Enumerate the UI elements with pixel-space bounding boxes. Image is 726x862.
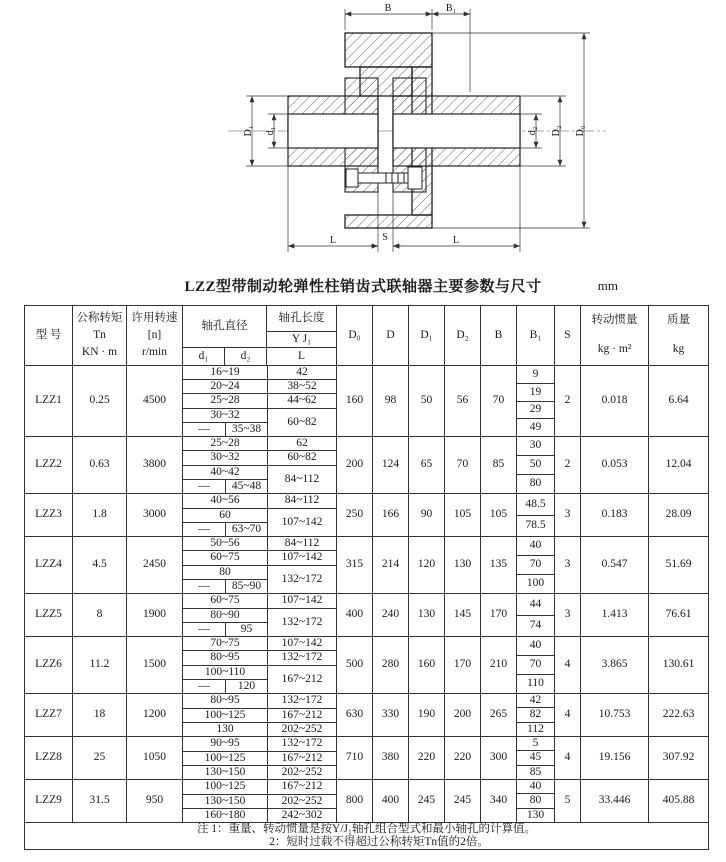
bore-grid — [183, 780, 336, 822]
header-inertia — [581, 306, 649, 366]
inertia-cell: 0.053 — [581, 437, 649, 494]
bore-d-cell: 80~95 — [210, 694, 240, 707]
bore-grid — [183, 494, 336, 536]
b1-cell — [517, 437, 555, 494]
model-cell: LZZ7 — [25, 694, 73, 737]
b1-cell — [517, 537, 555, 594]
bore-d2-cell: 85~90 — [225, 579, 267, 593]
mass-cell: 222.63 — [649, 694, 709, 737]
torque-cell: 31.5 — [73, 780, 127, 823]
b1-value: 112 — [517, 722, 554, 736]
bore-d-cell: 20~24 — [183, 379, 267, 393]
model-cell: LZZ1 — [25, 366, 73, 437]
table-body — [25, 366, 709, 823]
bore-d1-cell: — — [183, 679, 225, 693]
table-row — [25, 537, 709, 594]
bore-l-cell: 107~142 — [267, 637, 336, 650]
bore-d-cell: 16~19 — [210, 366, 240, 378]
d1-cap-cell: 130 — [409, 594, 445, 637]
b1-stack — [517, 494, 554, 536]
bore-d-cell: 90~95 — [210, 737, 240, 750]
hub-sleeves — [288, 96, 520, 166]
header-B1: B₁ — [517, 306, 555, 366]
bore-group-cell — [183, 594, 337, 637]
b1-value: 70 — [517, 555, 554, 574]
b-cell: 170 — [481, 594, 517, 637]
header-S: S — [555, 306, 581, 366]
dim-label-L-left: L — [329, 235, 337, 246]
torque-cell: 0.25 — [73, 366, 127, 437]
bore-d-cell: 100~125 — [183, 708, 267, 722]
table-row — [25, 494, 709, 537]
table-footer — [25, 823, 709, 850]
d0-cell: 800 — [337, 780, 373, 823]
header-D0: D₀ — [337, 306, 373, 366]
bore-l-cell: 107~142 — [267, 550, 336, 564]
inertia-cell: 33.446 — [581, 780, 649, 823]
bore-d1-cell: — — [183, 422, 225, 436]
bore-l-cell: 132~172 — [267, 608, 336, 636]
bore-d-cell: 80~90 — [183, 608, 267, 622]
b1-stack — [517, 780, 554, 822]
b1-stack — [517, 437, 554, 493]
b1-value: 42 — [529, 694, 542, 707]
model-cell: LZZ5 — [25, 594, 73, 637]
bore-l-cell: 60~82 — [267, 408, 336, 436]
b1-value: 70 — [517, 655, 554, 674]
d-cell: 214 — [373, 537, 409, 594]
bore-grid — [183, 537, 336, 593]
b1-value: 5 — [532, 737, 539, 750]
header-D1: D₁ — [409, 306, 445, 366]
model-cell: LZZ2 — [25, 437, 73, 494]
mass-cell: 405.88 — [649, 780, 709, 823]
bore-l-cell: 202~252 — [267, 794, 336, 808]
bore-d-cell: 100~125 — [183, 751, 267, 765]
bore-grid — [183, 737, 336, 779]
bore-l-cell: 202~252 — [267, 722, 336, 736]
b1-value: 29 — [517, 401, 554, 419]
bore-l-cell: 132~172 — [267, 565, 336, 593]
bore-d-cell: 70~75 — [210, 637, 240, 650]
bore-d-cell: 30~32 — [183, 408, 267, 422]
table-row — [25, 366, 709, 437]
bore-l-cell: 62 — [267, 437, 336, 450]
inertia-cell: 1.413 — [581, 594, 649, 637]
bore-l-cell: 38~52 — [267, 379, 336, 393]
b-cell: 85 — [481, 437, 517, 494]
s-cell: 4 — [555, 637, 581, 694]
note-line-1: 注 1：重量、转动惯量是按Y/J₁轴孔组合型式和最小轴孔的计算值。 — [196, 823, 537, 835]
header-bore-len: 轴孔长度 — [267, 306, 337, 332]
s-cell: 3 — [555, 594, 581, 637]
torque-cell: 8 — [73, 594, 127, 637]
b1-value: 9 — [532, 367, 539, 380]
speed-cell: 3000 — [127, 494, 183, 537]
bore-group-cell — [183, 437, 337, 494]
dim-label-D0: D₀ — [575, 125, 586, 137]
dim-label-S: S — [382, 232, 388, 243]
d0-cell: 200 — [337, 437, 373, 494]
b1-value: 45 — [517, 750, 554, 764]
b1-value: 44 — [529, 597, 542, 610]
dim-label-d2: d₂ — [527, 126, 538, 136]
mass-cell: 6.64 — [649, 366, 709, 437]
mass-cell: 12.04 — [649, 437, 709, 494]
model-cell: LZZ6 — [25, 637, 73, 694]
d2-cap-cell: 170 — [445, 637, 481, 694]
d1-cap-cell: 50 — [409, 366, 445, 437]
b-cell: 340 — [481, 780, 517, 823]
b-cell: 210 — [481, 637, 517, 694]
torque-cell: 18 — [73, 694, 127, 737]
b1-value: 40 — [529, 639, 542, 652]
bore-l-cell: 42 — [267, 366, 336, 379]
s-cell: 2 — [555, 437, 581, 494]
d2-cap-cell: 105 — [445, 494, 481, 537]
header-mass-line2: kg — [672, 343, 685, 355]
b1-value: 74 — [517, 615, 554, 637]
b-cell: 135 — [481, 537, 517, 594]
bore-group-cell — [183, 694, 337, 737]
bore-grid — [183, 437, 336, 493]
b-cell: 70 — [481, 366, 517, 437]
speed-cell: 1200 — [127, 694, 183, 737]
bore-d-cell: 60~75 — [183, 550, 267, 564]
bore-d-cell: 130~150 — [183, 765, 267, 779]
inertia-cell: 3.865 — [581, 637, 649, 694]
inertia-cell: 0.018 — [581, 366, 649, 437]
dim-label-D2: D₂ — [551, 125, 562, 137]
mass-cell: 130.61 — [649, 637, 709, 694]
inertia-cell: 10.753 — [581, 694, 649, 737]
model-cell: LZZ3 — [25, 494, 73, 537]
b1-stack — [517, 737, 554, 779]
header-torque-line1: 公称转矩 — [76, 312, 123, 325]
notes-cell — [25, 823, 709, 850]
bore-l-cell: 132~172 — [267, 650, 336, 664]
b1-value: 100 — [517, 574, 554, 593]
header-yj1: Y J₁ — [267, 332, 337, 348]
bore-d-cell: 40~42 — [183, 465, 267, 479]
mass-cell: 76.61 — [649, 594, 709, 637]
note-line-2: 2：短时过载不得超过公称转矩Tn值的2倍。 — [269, 836, 489, 849]
bore-l-cell: 84~112 — [267, 494, 336, 508]
bore-d-cell: 80 — [183, 565, 267, 579]
d2-cap-cell: 200 — [445, 694, 481, 737]
bore-group-cell — [183, 537, 337, 594]
d0-cell: 250 — [337, 494, 373, 537]
b1-value: 82 — [517, 707, 554, 721]
mass-cell: 307.92 — [649, 737, 709, 780]
bore-group-cell — [183, 494, 337, 537]
bore-d-cell: 100~125 — [204, 780, 246, 793]
elastic-pin-bolt — [346, 167, 422, 189]
bore-group-cell — [183, 637, 337, 694]
bore-d-cell: 130 — [183, 722, 267, 736]
d1-cap-cell: 90 — [409, 494, 445, 537]
s-cell: 4 — [555, 694, 581, 737]
d0-cell: 710 — [337, 737, 373, 780]
bore-grid — [183, 694, 336, 736]
bore-l-cell: 107~142 — [267, 508, 336, 536]
bore-d1-cell: — — [183, 622, 225, 636]
b1-value: 50 — [517, 455, 554, 474]
header-L: L — [267, 348, 337, 366]
s-cell: 5 — [555, 780, 581, 823]
technical-drawing — [0, 0, 726, 272]
d1-cap-cell: 245 — [409, 780, 445, 823]
b-cell: 105 — [481, 494, 517, 537]
table-row — [25, 694, 709, 737]
b-cell: 300 — [481, 737, 517, 780]
d1-cap-cell: 65 — [409, 437, 445, 494]
d-cell: 380 — [373, 737, 409, 780]
b1-value: 78.5 — [517, 515, 554, 537]
d-cell: 240 — [373, 594, 409, 637]
table-row — [25, 594, 709, 637]
model-cell: LZZ9 — [25, 780, 73, 823]
bore-grid — [183, 366, 336, 436]
d2-cap-cell: 130 — [445, 537, 481, 594]
b1-cell — [517, 737, 555, 780]
model-cell: LZZ8 — [25, 737, 73, 780]
dim-label-B: B — [384, 3, 392, 14]
d-cell: 280 — [373, 637, 409, 694]
inertia-cell: 0.183 — [581, 494, 649, 537]
bore-grid — [183, 594, 336, 636]
bore-l-cell: 107~142 — [267, 594, 336, 608]
inertia-cell: 0.547 — [581, 537, 649, 594]
dim-label-L-right: L — [452, 235, 460, 246]
b1-cell — [517, 366, 555, 437]
torque-cell: 1.8 — [73, 494, 127, 537]
b-cell: 265 — [481, 694, 517, 737]
coupling-cross-section — [0, 0, 726, 272]
bore-l-cell: 44~62 — [267, 393, 336, 407]
bore-d-cell: 80~95 — [183, 650, 267, 664]
table-header — [25, 306, 709, 366]
bore-d2-cell: 95 — [225, 622, 267, 636]
d-cell: 124 — [373, 437, 409, 494]
header-bore-dia: 轴孔直径 — [183, 306, 267, 348]
bore-d-cell: 60~75 — [210, 594, 240, 607]
s-cell: 3 — [555, 494, 581, 537]
s-cell: 4 — [555, 737, 581, 780]
torque-cell: 11.2 — [73, 637, 127, 694]
unit-label: mm — [597, 278, 618, 293]
bore-group-cell — [183, 780, 337, 823]
d-cell: 98 — [373, 366, 409, 437]
d2-cap-cell: 145 — [445, 594, 481, 637]
bore-d-cell: 25~28 — [210, 437, 240, 450]
bore-d-cell: 160~180 — [183, 808, 267, 822]
bore-l-cell: 132~172 — [267, 737, 336, 751]
table-row — [25, 637, 709, 694]
bore-l-cell: 167~212 — [267, 665, 336, 693]
b1-value: 85 — [517, 765, 554, 779]
speed-cell: 4500 — [127, 366, 183, 437]
header-inertia-line1: 转动惯量 — [591, 314, 638, 327]
title-row — [0, 275, 726, 295]
speed-cell: 2450 — [127, 537, 183, 594]
page-title: LZZ型带制动轮弹性柱销齿式联轴器主要参数与尺寸 — [184, 279, 542, 295]
header-torque — [73, 306, 127, 366]
b1-stack — [517, 637, 554, 693]
table-row — [25, 737, 709, 780]
b1-value: 49 — [517, 418, 554, 436]
bore-l-cell: 167~212 — [267, 751, 336, 765]
header-D: D — [373, 306, 409, 366]
d2-cap-cell: 245 — [445, 780, 481, 823]
d2-cap-cell: 56 — [445, 366, 481, 437]
bore-l-cell: 84~112 — [267, 465, 336, 493]
b1-value: 130 — [517, 808, 554, 822]
header-torque-line3: KN · m — [81, 345, 118, 358]
b1-stack — [517, 594, 554, 636]
bore-d2-cell: 45~48 — [225, 479, 267, 493]
header-inertia-line2: kg · m² — [597, 343, 632, 355]
bore-d-cell: 50~56 — [210, 537, 240, 550]
d-cell: 400 — [373, 780, 409, 823]
header-speed-line1: 许用转速 — [131, 312, 178, 325]
speed-cell: 3800 — [127, 437, 183, 494]
b1-value: 48.5 — [525, 497, 546, 510]
bore-l-cell: 167~212 — [267, 780, 336, 794]
bore-d2-cell: 120 — [225, 679, 267, 693]
bore-grid — [183, 637, 336, 693]
dim-label-B1: B₁ — [445, 3, 457, 14]
b1-cell — [517, 494, 555, 537]
bore-group-cell — [183, 366, 337, 437]
torque-cell: 0.63 — [73, 437, 127, 494]
d0-cell: 630 — [337, 694, 373, 737]
b1-value: 19 — [517, 383, 554, 401]
b1-value: 40 — [529, 539, 542, 552]
header-d1: d₁ — [183, 348, 225, 366]
bore-l-cell: 60~82 — [267, 450, 336, 464]
bore-l-cell: 202~252 — [267, 765, 336, 779]
d0-cell: 315 — [337, 537, 373, 594]
b1-value: 80 — [517, 474, 554, 493]
d0-cell: 400 — [337, 594, 373, 637]
bore-d1-cell: — — [183, 579, 225, 593]
d-cell: 330 — [373, 694, 409, 737]
speed-cell: 950 — [127, 780, 183, 823]
b1-stack — [517, 537, 554, 593]
table-row — [25, 780, 709, 823]
b1-cell — [517, 694, 555, 737]
bore-d-cell: 40~56 — [210, 494, 240, 507]
bore-d-cell: 130~150 — [183, 794, 267, 808]
header-D2: D₂ — [445, 306, 481, 366]
b1-value: 80 — [517, 793, 554, 807]
d0-cell: 160 — [337, 366, 373, 437]
b1-value: 40 — [529, 780, 542, 793]
d1-cap-cell: 190 — [409, 694, 445, 737]
bore-l-cell: 132~172 — [267, 694, 336, 708]
parameters-table — [24, 305, 709, 850]
bore-d1-cell: — — [183, 479, 225, 493]
bore-d-cell: 100~110 — [183, 665, 267, 679]
bore-group-cell — [183, 737, 337, 780]
d1-cap-cell: 160 — [409, 637, 445, 694]
bore-d-cell: 25~28 — [183, 393, 267, 407]
dim-label-d1: d₁ — [265, 126, 276, 136]
header-speed-line3: r/min — [142, 345, 167, 358]
header-mass-line1: 质量 — [667, 314, 690, 327]
header-speed — [127, 306, 183, 366]
b1-cell — [517, 780, 555, 823]
b1-cell — [517, 637, 555, 694]
speed-cell: 1900 — [127, 594, 183, 637]
d2-cap-cell: 220 — [445, 737, 481, 780]
b1-stack — [517, 694, 554, 736]
inertia-cell: 19.156 — [581, 737, 649, 780]
torque-cell: 25 — [73, 737, 127, 780]
d0-cell: 500 — [337, 637, 373, 694]
table-row — [25, 437, 709, 494]
speed-cell: 1050 — [127, 737, 183, 780]
d1-cap-cell: 120 — [409, 537, 445, 594]
bore-d-cell: 30~32 — [183, 450, 267, 464]
header-model: 型 号 — [25, 306, 73, 366]
bore-l-cell: 242~302 — [267, 808, 336, 822]
b1-stack — [517, 366, 554, 436]
s-cell: 2 — [555, 366, 581, 437]
speed-cell: 1500 — [127, 637, 183, 694]
header-torque-line2: Tn — [93, 329, 106, 342]
d-cell: 166 — [373, 494, 409, 537]
mass-cell: 28.09 — [649, 494, 709, 537]
header-B: B — [481, 306, 517, 366]
bore-d1-cell: — — [183, 522, 225, 536]
b1-cell — [517, 594, 555, 637]
mass-cell: 51.69 — [649, 537, 709, 594]
b1-value: 110 — [517, 674, 554, 693]
bore-d2-cell: 35~38 — [225, 422, 267, 436]
header-speed-line2: [n] — [147, 329, 162, 342]
header-d2: d₂ — [225, 348, 267, 366]
header-mass — [649, 306, 709, 366]
b1-value: 30 — [529, 439, 542, 452]
bore-l-cell: 84~112 — [267, 537, 336, 550]
bore-d2-cell: 63~70 — [225, 522, 267, 536]
bore-d-cell: 60 — [183, 508, 267, 522]
d1-cap-cell: 220 — [409, 737, 445, 780]
bore-l-cell: 167~212 — [267, 708, 336, 722]
s-cell: 3 — [555, 537, 581, 594]
torque-cell: 4.5 — [73, 537, 127, 594]
model-cell: LZZ4 — [25, 537, 73, 594]
dim-label-D1: D₁ — [243, 125, 254, 137]
d2-cap-cell: 70 — [445, 437, 481, 494]
